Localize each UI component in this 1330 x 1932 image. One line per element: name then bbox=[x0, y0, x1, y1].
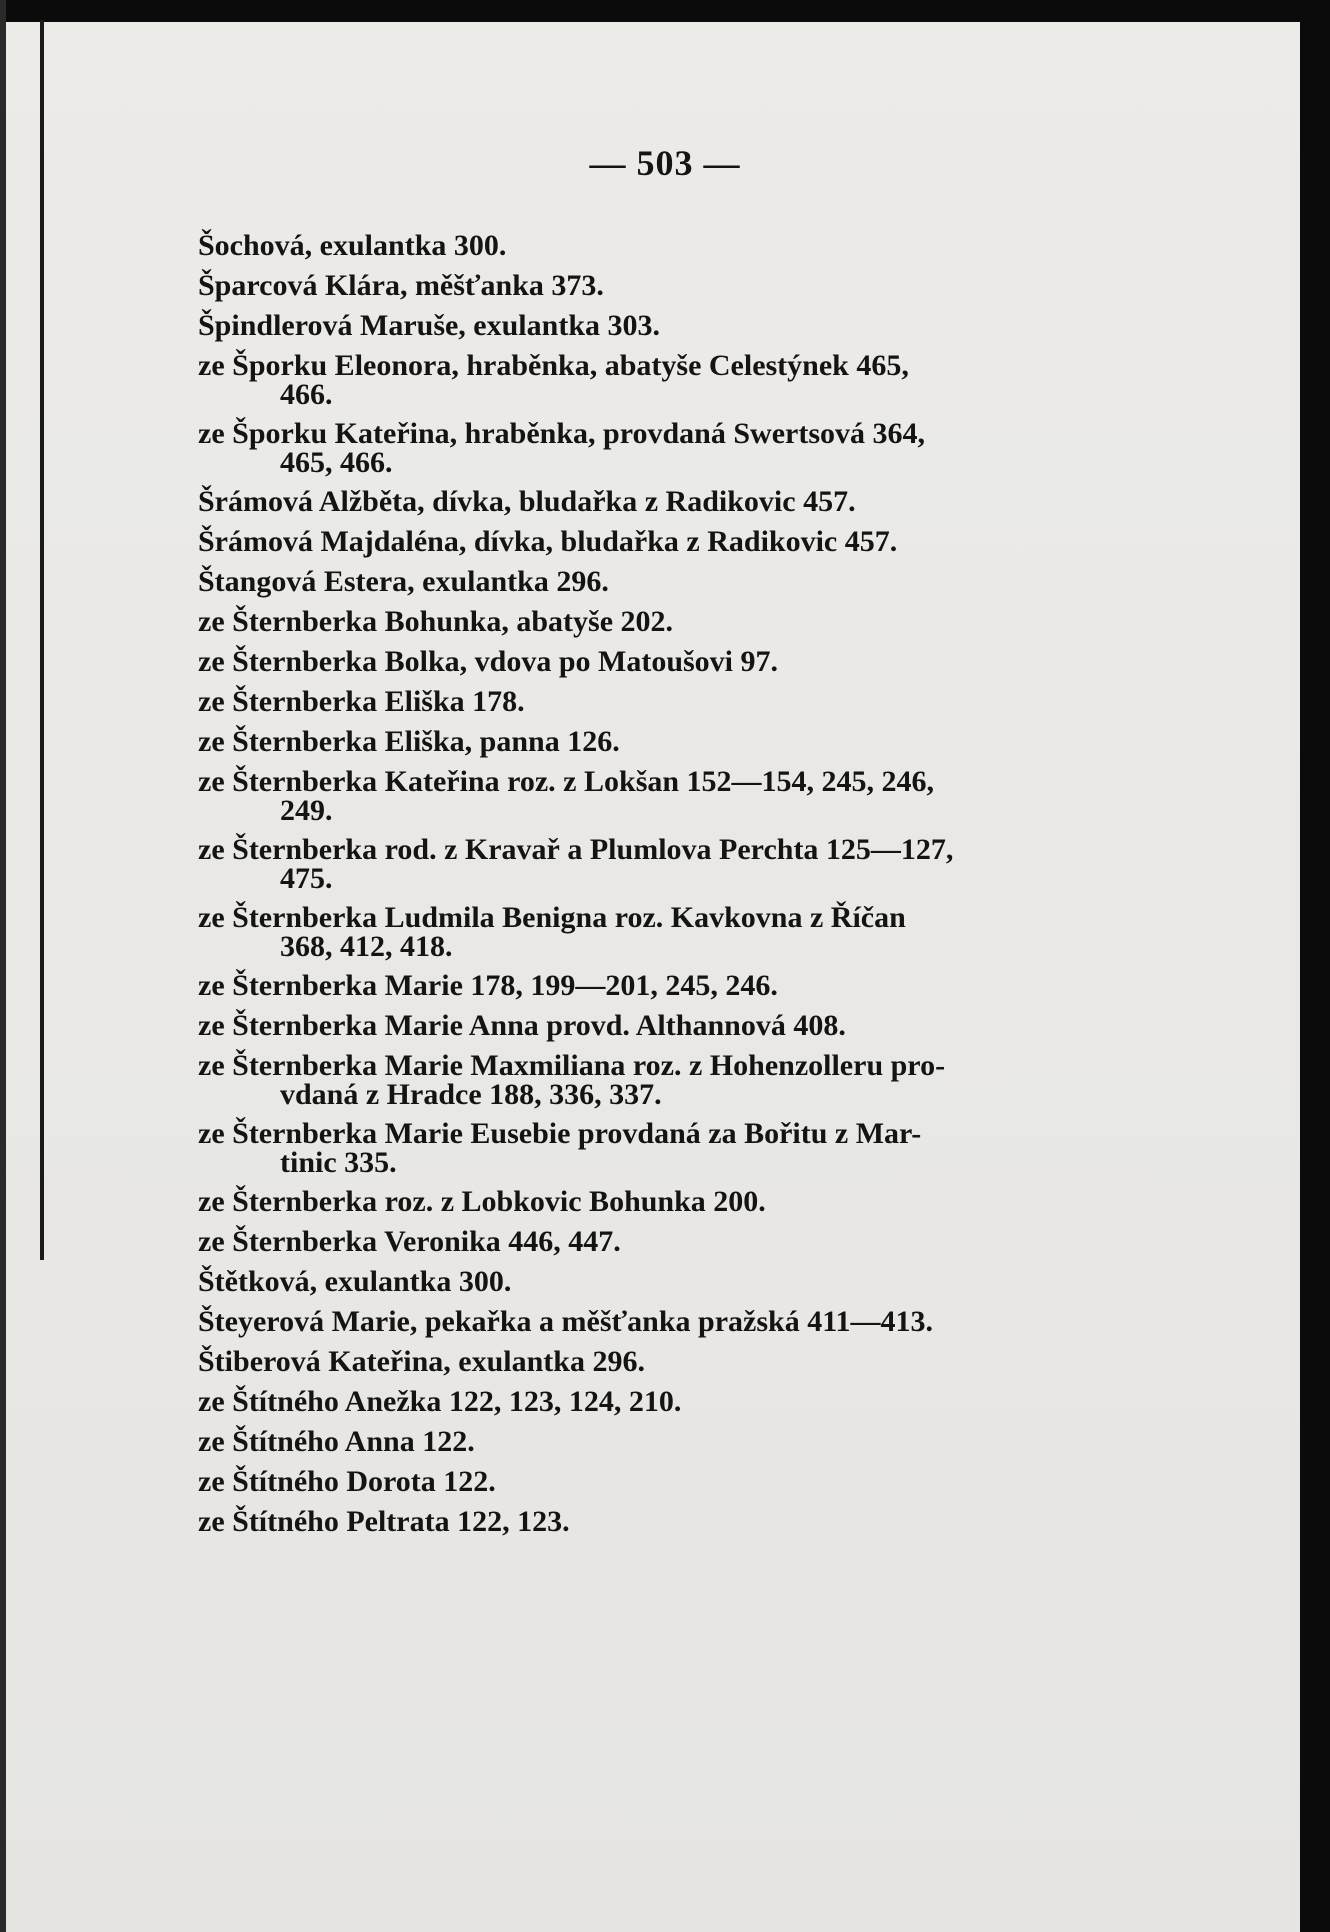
index-entry-text: ze Šternberka Bolka, vdova po Matoušovi 97. bbox=[198, 645, 779, 678]
index-entry bbox=[198, 1382, 1170, 1422]
index-entry-text: ze Šternberka Bohunka, abatyše 202. bbox=[198, 605, 674, 638]
binding-line bbox=[40, 20, 44, 1260]
index-entry bbox=[198, 226, 1170, 266]
index-entry bbox=[198, 346, 1170, 410]
index-entry-continuation: tinic 335. bbox=[280, 1146, 397, 1179]
scan-top-border bbox=[0, 0, 1330, 22]
index-entry bbox=[198, 642, 1170, 682]
index-entry-text: Šochová, exulantka 300. bbox=[198, 229, 507, 262]
index-entry bbox=[198, 1262, 1170, 1302]
index-entry bbox=[198, 1422, 1170, 1462]
index-entry bbox=[198, 1114, 1170, 1178]
index-entry bbox=[198, 414, 1170, 478]
index-entry-text: ze Šporku Kateřina, hraběnka, provdaná Swertsová 364, bbox=[198, 417, 926, 450]
index-entry bbox=[198, 722, 1170, 762]
index-entry-continuation: 465, 466. bbox=[280, 446, 393, 479]
index-entry bbox=[198, 966, 1170, 1006]
index-entry-text: ze Šternberka Marie Anna provd. Althannová 408. bbox=[198, 1009, 846, 1042]
index-entry-text: Šrámová Alžběta, dívka, bludařka z Radikovic 457. bbox=[198, 485, 856, 518]
index-entry-text: ze Šternberka Eliška 178. bbox=[198, 685, 525, 718]
index-entry bbox=[198, 1462, 1170, 1502]
index-entry bbox=[198, 1046, 1170, 1110]
scan-right-border bbox=[1300, 0, 1330, 1932]
index-entry-text: ze Štítného Dorota 122. bbox=[198, 1465, 496, 1498]
index-entry-text: ze Štítného Anežka 122, 123, 124, 210. bbox=[198, 1385, 682, 1418]
index-entry bbox=[198, 898, 1170, 962]
index-entry bbox=[198, 482, 1170, 522]
page-number: — 503 — bbox=[589, 143, 741, 183]
index-entry-text: Šteyerová Marie, pekařka a měšťanka pražská 411—413. bbox=[198, 1305, 934, 1338]
index-entry-text: ze Štítného Anna 122. bbox=[198, 1425, 475, 1458]
index-entry-text: ze Štítného Peltrata 122, 123. bbox=[198, 1505, 570, 1538]
index-entry-text: Štětková, exulantka 300. bbox=[198, 1265, 512, 1298]
index-entry-continuation: vdaná z Hradce 188, 336, 337. bbox=[280, 1078, 662, 1111]
index-entry bbox=[198, 682, 1170, 722]
index-entry-text: ze Šternberka rod. z Kravař a Plumlova Perchta 125—127, bbox=[198, 833, 954, 866]
index-entry bbox=[198, 1006, 1170, 1046]
index-entry-text: ze Šternberka Marie Eusebie provdaná za Bořitu z Mar- bbox=[198, 1117, 922, 1150]
index-entry bbox=[198, 762, 1170, 826]
index-entry-continuation: 368, 412, 418. bbox=[280, 930, 453, 963]
index-entry-text: ze Šternberka Marie Maxmiliana roz. z Hohenzolleru pro- bbox=[198, 1049, 946, 1082]
index-entry bbox=[198, 522, 1170, 562]
index-entry bbox=[198, 266, 1170, 306]
index-entry-continuation: 249. bbox=[280, 794, 333, 827]
index-entry bbox=[198, 306, 1170, 346]
index-entry-text: Šrámová Majdaléna, dívka, bludařka z Radikovic 457. bbox=[198, 525, 898, 558]
scan-left-edge bbox=[0, 0, 6, 1932]
index-entry-text: ze Šternberka Ludmila Benigna roz. Kavkovna z Říčan bbox=[198, 901, 906, 934]
index-entry bbox=[198, 1342, 1170, 1382]
index-entry bbox=[198, 1182, 1170, 1222]
index-entry bbox=[198, 830, 1170, 894]
index-entry-text: Šparcová Klára, měšťanka 373. bbox=[198, 269, 604, 302]
index-entry bbox=[198, 1302, 1170, 1342]
index-entry bbox=[198, 1222, 1170, 1262]
index-entry-text: ze Šporku Eleonora, hraběnka, abatyše Celestýnek 465, bbox=[198, 349, 909, 382]
index-entry-continuation: 466. bbox=[280, 378, 333, 411]
index-entry-text: Štiberová Kateřina, exulantka 296. bbox=[198, 1345, 645, 1378]
index-entry bbox=[198, 562, 1170, 602]
name-index-list bbox=[198, 226, 1170, 1542]
index-entry-text: ze Šternberka Kateřina roz. z Lokšan 152—154, 245, 246, bbox=[198, 765, 935, 798]
index-entry-text: ze Šternberka Eliška, panna 126. bbox=[198, 725, 620, 758]
index-entry-text: ze Šternberka Veronika 446, 447. bbox=[198, 1225, 621, 1258]
index-entry-text: Špindlerová Maruše, exulantka 303. bbox=[198, 309, 660, 342]
index-entry-text: Štangová Estera, exulantka 296. bbox=[198, 565, 609, 598]
index-entry-text: ze Šternberka roz. z Lobkovic Bohunka 200. bbox=[198, 1185, 766, 1218]
index-entry bbox=[198, 602, 1170, 642]
index-entry-continuation: 475. bbox=[280, 862, 333, 895]
index-entry-text: ze Šternberka Marie 178, 199—201, 245, 246. bbox=[198, 969, 778, 1002]
index-entry bbox=[198, 1502, 1170, 1542]
